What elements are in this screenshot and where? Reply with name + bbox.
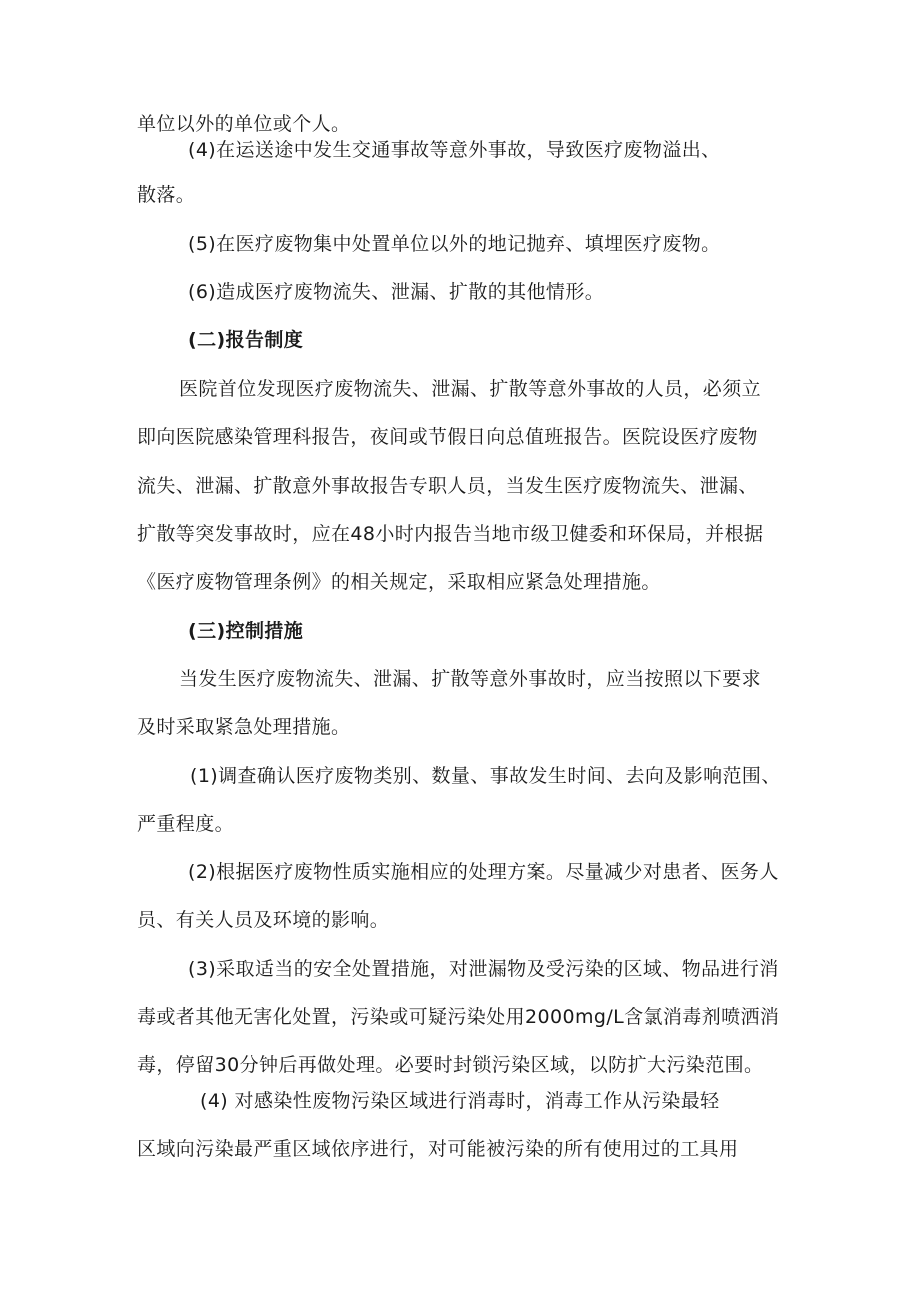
text-line: 散落。	[137, 184, 196, 206]
text-line: 员、有关人员及环境的影响。	[137, 909, 390, 931]
section-heading: (二)报告制度	[188, 329, 304, 351]
paragraph-line: 及时采取紧急处理措施。	[137, 716, 351, 738]
paragraph-line: 医院首位发现医疗废物流失、泄漏、扩散等意外事故的人员，必须立	[179, 378, 762, 400]
list-item: (3)采取适当的安全处置措施，对泄漏物及受污染的区域、物品进行消	[188, 958, 779, 980]
list-item: (4)在运送途中发生交通事故等意外事故，导致医疗废物溢出、	[188, 139, 721, 161]
paragraph-line: 流失、泄漏、扩散意外事故报告专职人员，当发生医疗废物流失、泄漏、	[137, 475, 758, 497]
section-heading: (三)控制措施	[188, 620, 304, 642]
text-line: 区域向污染最严重区域依序进行，对可能被污染的所有使用过的工具用	[137, 1138, 739, 1160]
text-line: 严重程度。	[137, 813, 235, 835]
paragraph-line: 《医疗废物管理条例》的相关规定，采取相应紧急处理措施。	[137, 571, 661, 593]
list-item: (1)调查确认医疗废物类别、数量、事故发生时间、去向及影响范围、	[190, 765, 781, 787]
list-item: (2)根据医疗废物性质实施相应的处理方案。尽量减少对患者、医务人	[188, 861, 779, 883]
text-line: 毒，停留30分钟后再做处理。必要时封锁污染区域，以防扩大污染范围。	[137, 1054, 764, 1076]
text-line: 毒或者其他无害化处置，污染或可疑污染处用2000mg/L含氯消毒剂喷洒消	[137, 1006, 780, 1028]
paragraph-line: 即向医院感染管理科报告，夜间或节假日向总值班报告。医院设医疗废物	[137, 426, 758, 448]
paragraph-line: 当发生医疗废物流失、泄漏、扩散等意外事故时，应当按照以下要求	[179, 668, 762, 690]
list-item: (6)造成医疗废物流失、泄漏、扩散的其他情形。	[188, 281, 605, 303]
paragraph-line: 扩散等突发事故时，应在48小时内报告当地市级卫健委和环保局，并根据	[137, 523, 764, 545]
list-item: (4) 对感染性废物污染区域进行消毒时，消毒工作从污染最轻	[200, 1090, 720, 1112]
text-line: 单位以外的单位或个人。	[137, 113, 351, 135]
list-item: (5)在医疗废物集中处置单位以外的地记抛弃、填埋医疗废物。	[188, 233, 721, 255]
